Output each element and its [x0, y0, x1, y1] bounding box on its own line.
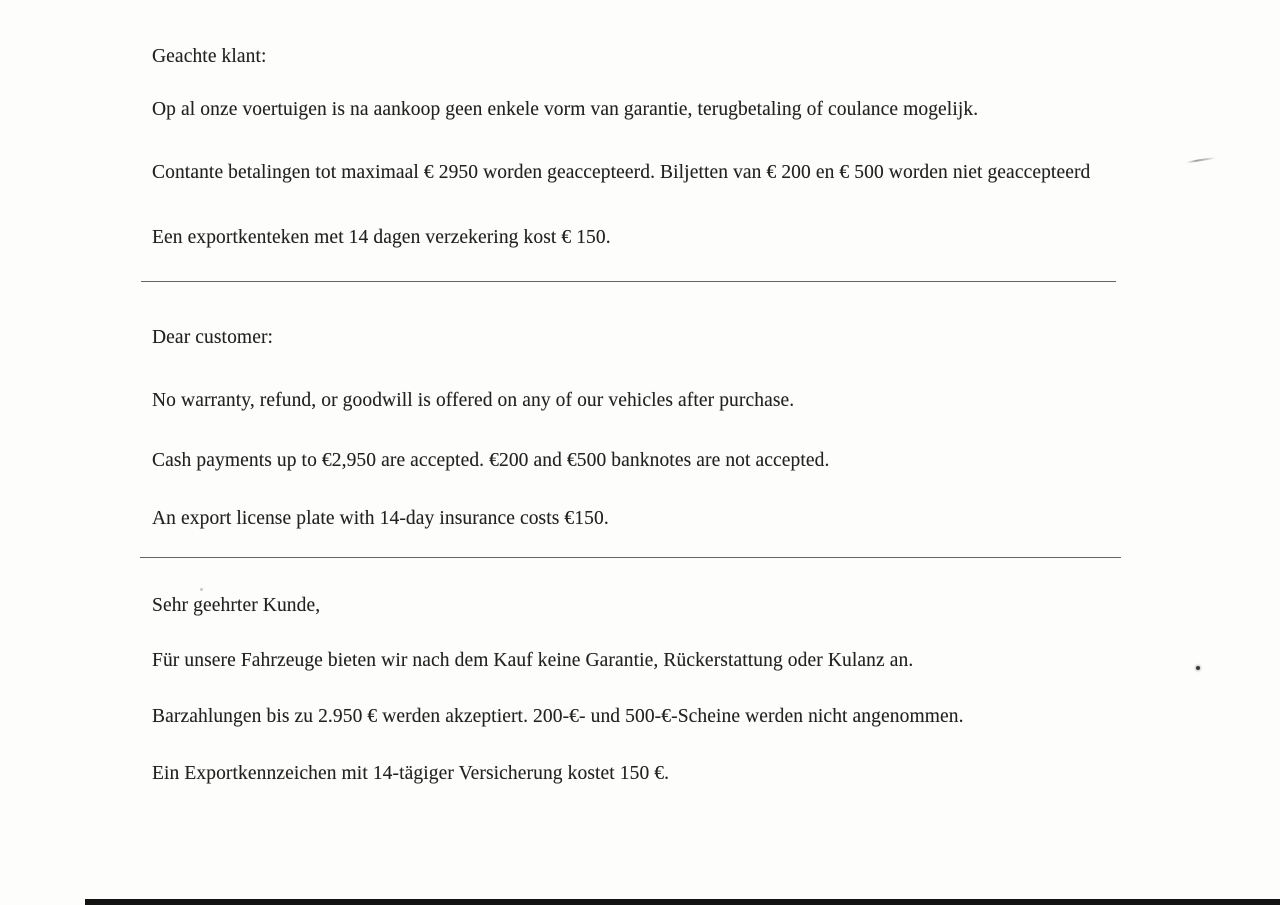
english-cash-payment-line: Cash payments up to €2,950 are accepted. €200 and €500 banknotes are not accepted.: [152, 450, 830, 471]
pencil-mark-artifact: [1186, 157, 1216, 164]
english-warranty-line: No warranty, refund, or goodwill is offered on any of our vehicles after purchase.: [152, 390, 795, 411]
german-greeting: Sehr geehrter Kunde,: [152, 595, 321, 616]
english-greeting: Dear customer:: [152, 327, 274, 348]
faint-speck-artifact: [200, 588, 203, 591]
dutch-warranty-line: Op al onze voertuigen is na aankoop geen enkele vorm van garantie, terugbetaling of coulance mogelijk.: [152, 99, 979, 120]
scan-edge-shadow: [85, 899, 1280, 905]
dutch-export-plate-line: Een exportkenteken met 14 dagen verzekering kost € 150.: [152, 227, 611, 248]
section-divider-1: [141, 281, 1116, 282]
german-cash-payment-line: Barzahlungen bis zu 2.950 € werden akzeptiert. 200-€- und 500-€-Scheine werden nicht angenommen.: [152, 706, 964, 727]
dutch-cash-payment-line: Contante betalingen tot maximaal € 2950 worden geaccepteerd. Biljetten van € 200 en € 500 worden niet geaccepteerd: [152, 162, 1091, 183]
section-divider-2: [140, 557, 1121, 558]
english-export-plate-line: An export license plate with 14-day insurance costs €150.: [152, 508, 609, 529]
german-warranty-line: Für unsere Fahrzeuge bieten wir nach dem Kauf keine Garantie, Rückerstattung oder Kulanz an.: [152, 650, 914, 671]
german-export-plate-line: Ein Exportkennzeichen mit 14-tägiger Versicherung kostet 150 €.: [152, 763, 670, 784]
dutch-greeting: Geachte klant:: [152, 46, 267, 67]
ink-dot-artifact: [1196, 666, 1200, 670]
